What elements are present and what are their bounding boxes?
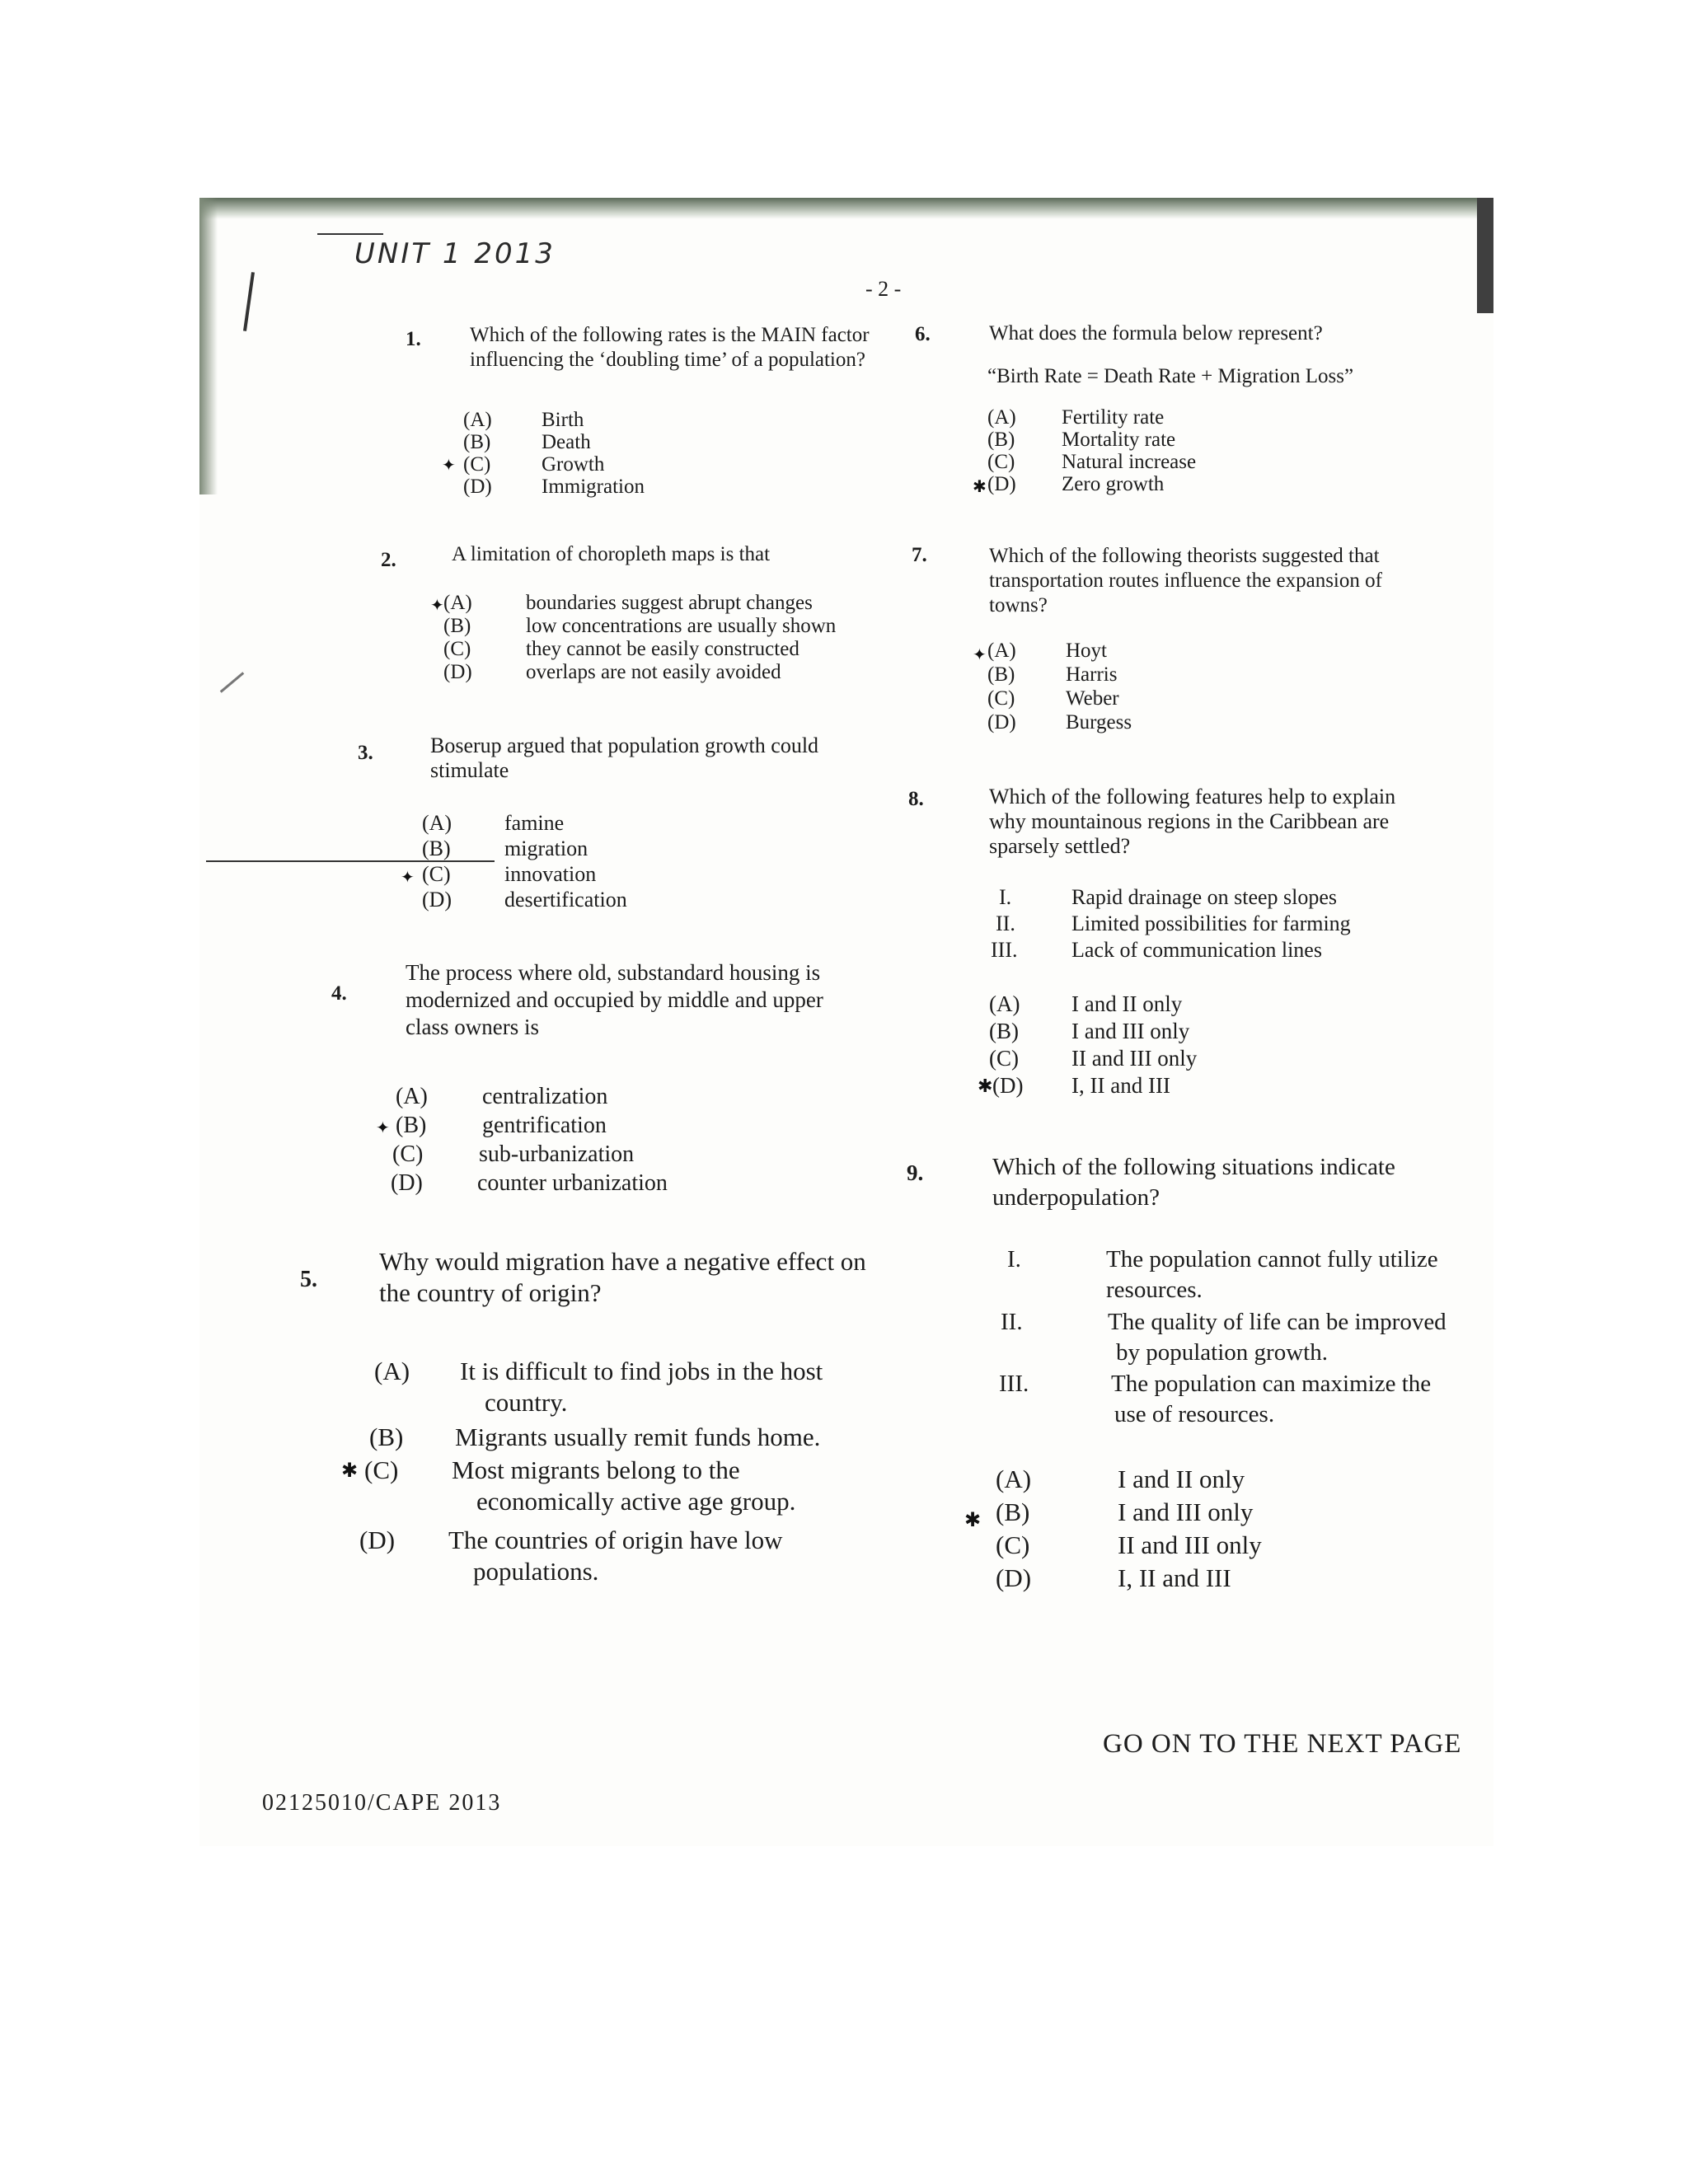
question-stem: Why would migration have a negative effect on the country of origin? [379, 1247, 866, 1307]
handwritten-stroke [317, 233, 383, 235]
page-number: - 2 - [865, 277, 902, 301]
question-stem: Which of the following situations indicate underpopulation? [992, 1154, 1395, 1211]
scan-edge-top [199, 198, 1493, 219]
scan-edge-right [1477, 198, 1493, 313]
strikethrough-line [206, 860, 495, 862]
answer-mark-icon: ✱ [341, 1459, 359, 1482]
go-on-next-page: GO ON TO THE NEXT PAGE [1103, 1729, 1462, 1759]
question-number: 2. [381, 549, 396, 571]
paper-code: 02125010/CAPE 2013 [262, 1790, 502, 1816]
question-number: 4. [331, 982, 347, 1005]
question-number: 8. [908, 788, 924, 810]
scan-edge-left [199, 198, 218, 494]
question-stem: Which of the following features help to explain why mountainous regions in the Caribbean are sparsely settled? [989, 785, 1396, 858]
question-stem: A limitation of choropleth maps is that [452, 543, 771, 565]
question-stem: Which of the following rates is the MAIN factor influencing the ‘doubling time’ of a population? [470, 324, 870, 371]
question-number: 7. [912, 544, 927, 566]
answer-mark-icon: ✱ [964, 1508, 982, 1531]
answer-mark-icon: ✦ [973, 644, 987, 664]
answer-mark-icon: ✦ [401, 867, 415, 887]
question-number: 3. [358, 742, 373, 764]
answer-mark-icon: ✦ [430, 595, 444, 615]
formula: “Birth Rate = Death Rate + Migration Loss” [987, 365, 1354, 387]
answer-mark-icon: ✦ [376, 1118, 390, 1137]
handwritten-unit-label: UNIT 1 2013 [354, 237, 556, 270]
question-stem: Boserup argued that population growth could stimulate [430, 733, 819, 782]
answer-mark-icon: ✱ [978, 1076, 993, 1097]
answer-mark-icon: ✱ [973, 476, 987, 496]
question-number: 6. [915, 323, 931, 345]
question-number: 1. [406, 328, 421, 350]
answer-mark-icon: ✦ [442, 455, 456, 475]
question-number: 5. [300, 1267, 317, 1292]
question-stem: What does the formula below represent? [989, 322, 1323, 344]
question-stem: Which of the following theorists suggested that transportation routes influence the expansion of towns? [989, 545, 1382, 616]
question-number: 9. [907, 1160, 924, 1185]
question-stem: The process where old, substandard housing is modernized and occupied by middle and upper class owners is [406, 960, 823, 1039]
